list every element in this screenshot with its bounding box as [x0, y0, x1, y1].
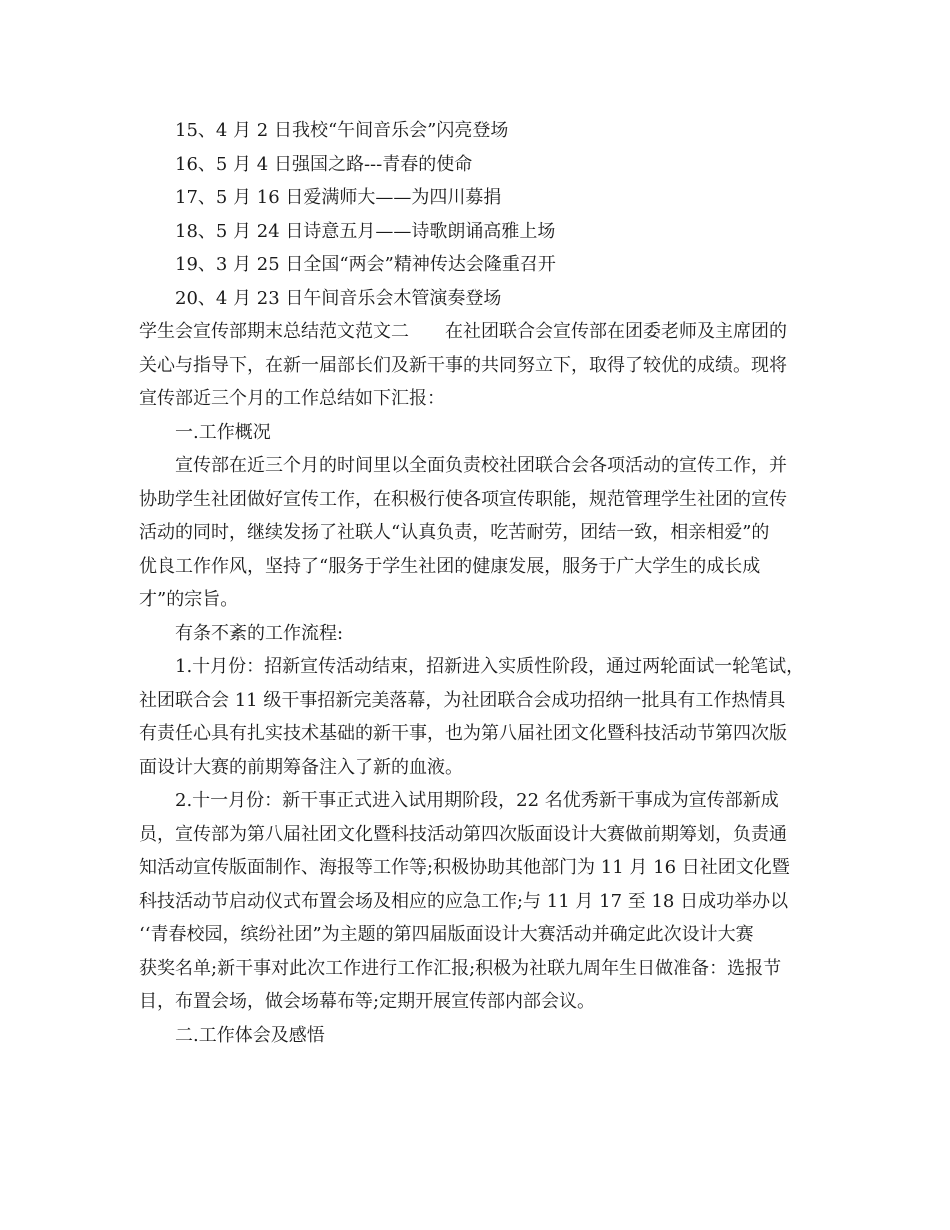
workflow-title: 有条不紊的工作流程:: [175, 622, 344, 644]
overview-line: 协助学生社团做好宣传工作，在积极行使各项宣传职能，规范管理学生社团的宣传: [139, 488, 787, 510]
intro-line: 宣传部近三个月的工作总结如下汇报：: [139, 388, 445, 409]
overview-line: 才”的宗旨。: [139, 589, 239, 610]
list-item: 20、4 月 23 日午间音乐会木管演奏登场: [175, 287, 502, 309]
list-item: 17、5 月 16 日爱满师大——为四川募捐: [175, 187, 502, 208]
overview-line: 活动的同时，继续发扬了社联人“认真负责，吃苦耐劳，团结一致，相亲相爱”的: [139, 522, 770, 543]
list-item: 19、3 月 25 日全国“两会”精神传达会隆重召开: [175, 254, 556, 275]
october-line: 有责任心具有扎实技术基础的新干事，也为第八届社团文化暨科技活动节第四次版: [139, 723, 787, 744]
november-line: 2.十一月份：新干事正式进入试用期阶段，22 名优秀新干事成为宣传部新成: [175, 790, 779, 811]
overview-line: 宣传部在近三个月的时间里以全面负责校社团联合会各项活动的宣传工作，并: [175, 455, 787, 476]
section-title-line: [139, 315, 829, 349]
overview-line: 优良工作作风，坚持了“服务于学生社团的健康发展，服务于广大学生的成长成: [139, 555, 761, 577]
list-item: 15、4 月 2 日我校“午间音乐会”闪亮登场: [175, 120, 509, 141]
list-item: 16、5 月 4 日强国之路---青春的使命: [175, 153, 473, 175]
november-line: 知活动宣传版面制作、海报等工作等;积极协助其他部门为 11 月 16 日社团文化暨: [139, 857, 790, 878]
intro-line: 关心与指导下，在新一届部长们及新干事的共同努立下，取得了较优的成绩。现将: [139, 354, 787, 376]
list-item: 18、5 月 24 日诗意五月——诗歌朗诵高雅上场: [175, 220, 556, 242]
november-line: 获奖名单;新干事对此次工作进行工作汇报;积极为社联九周年生日做准备：选报节: [139, 957, 782, 979]
october-line: 1.十月份：招新宣传活动结束，招新进入实质性阶段，通过两轮面试一轮笔试，: [175, 656, 805, 677]
document-body: [139, 114, 829, 1052]
heading-reflections: 二.工作体会及感悟: [175, 1024, 325, 1046]
november-line: 员，宣传部为第八届社团文化暨科技活动第四次版面设计大赛做前期筹划，负责通: [139, 823, 787, 845]
november-line: 目，布置会场，做会场幕布等;定期开展宣传部内部会议。: [139, 991, 596, 1012]
november-line: ‘‘青春校园，缤纷社团”为主题的第四届版面设计大赛活动并确定此次设计大赛: [139, 924, 754, 945]
october-line: 面设计大赛的前期筹备注入了新的血液。: [139, 756, 463, 778]
section-title: 学生会宣传部期末总结范文范文二: [139, 321, 409, 342]
november-line: 科技活动节启动仪式布置会场及相应的应急工作;与 11 月 17 至 18 日成功举办以: [139, 890, 789, 912]
intro-line: 在社团联合会宣传部在团委老师及主席团的: [445, 321, 787, 342]
october-line: 社团联合会 11 级干事招新完美落幕，为社团联合会成功招纳一批具有工作热情具: [139, 689, 786, 711]
heading-work-overview: 一.工作概况: [175, 421, 271, 443]
